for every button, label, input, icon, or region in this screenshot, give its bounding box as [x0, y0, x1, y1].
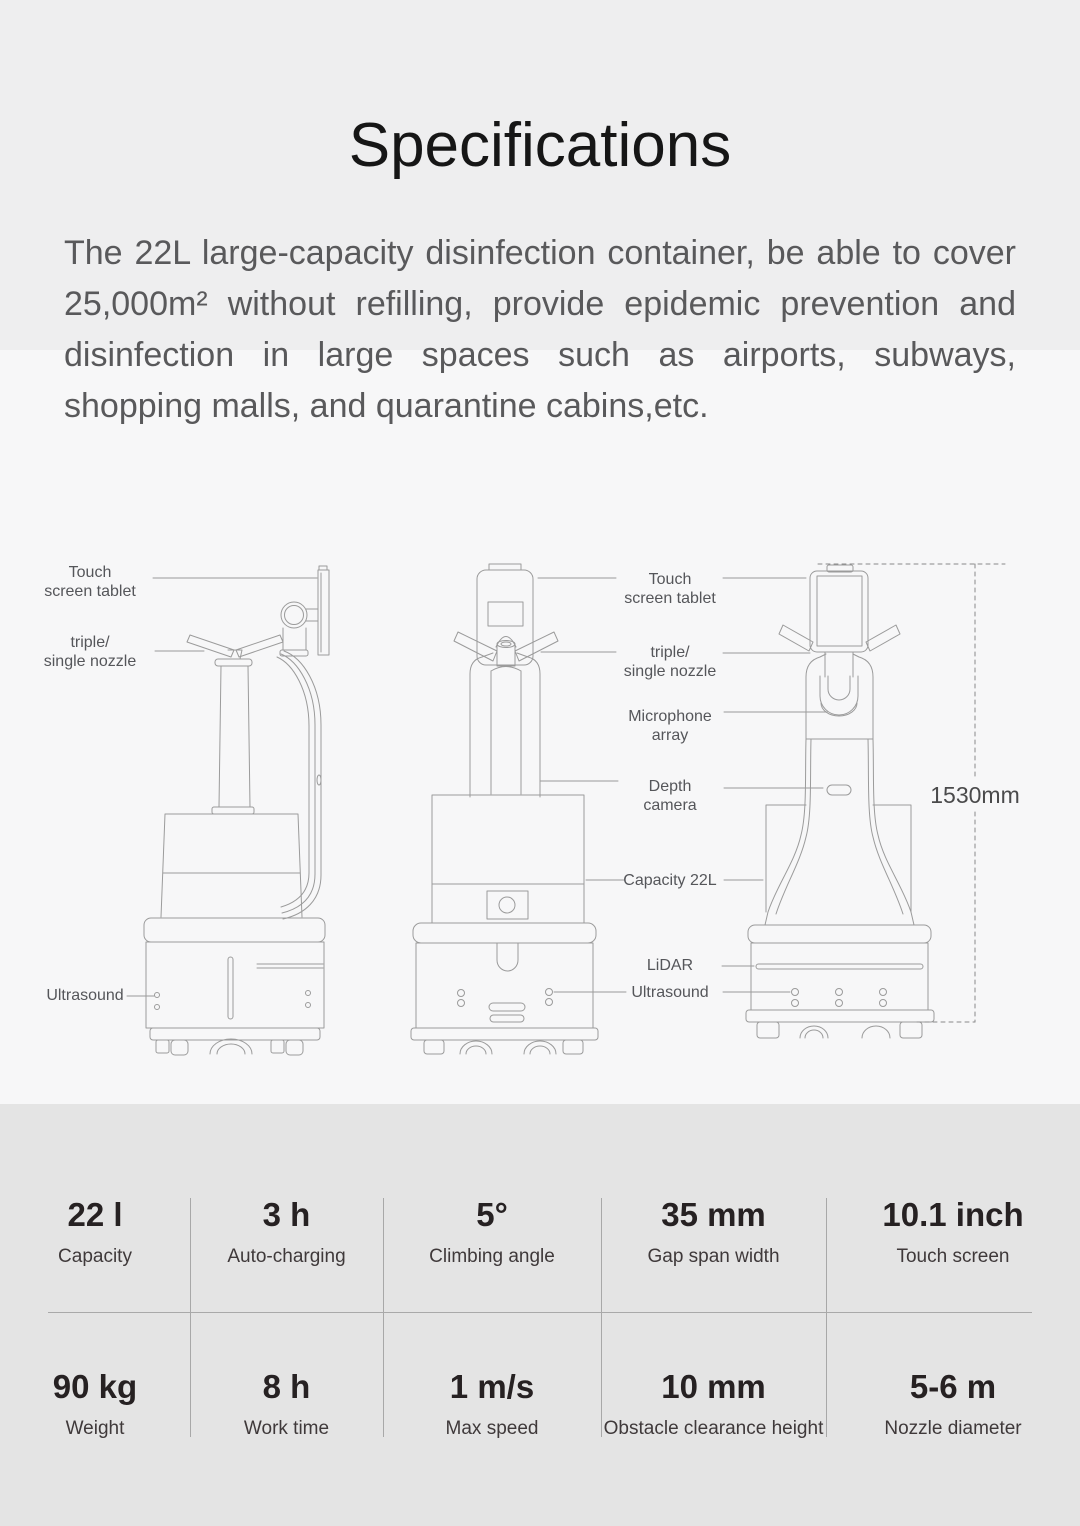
label-microphone-array — [610, 707, 730, 745]
spec-label: Obstacle clearance height — [603, 1418, 824, 1439]
label-touch-screen-tablet-center — [610, 570, 730, 608]
spec-cell-climbing-angle — [383, 1196, 601, 1268]
spec-value: 10 mm — [661, 1368, 766, 1405]
intro-paragraph: The 22L large-capacity disinfection container, be able to cover 25,000m² without refilling, provide epidemic prevention and disinfection in large spaces such as airports, subways, shopping malls, and quarantine cabins,etc. — [64, 234, 1016, 425]
row-divider — [48, 1312, 1032, 1313]
label-ultrasound-center: Ultrasound — [631, 984, 709, 1001]
robot-front-view-drawing — [411, 564, 598, 1054]
spec-cell-work-time — [190, 1368, 383, 1440]
label-nozzle-left — [30, 633, 150, 671]
dimension-height-label: 1530mm — [930, 782, 1020, 808]
robot-side-view-drawing — [144, 566, 329, 1055]
label-line: single nozzle — [43, 653, 137, 670]
spec-cell-capacity — [0, 1196, 190, 1268]
spec-label: Climbing angle — [429, 1246, 555, 1267]
label-line: triple/ — [650, 644, 690, 661]
label-line: Touch — [648, 571, 692, 588]
label-touch-screen-tablet-left — [30, 563, 150, 601]
spec-value: 5° — [476, 1196, 508, 1233]
spec-value: 35 mm — [661, 1196, 766, 1233]
spec-value: 3 h — [262, 1196, 311, 1233]
label-line: Microphone — [628, 708, 712, 725]
robot-diagram — [0, 540, 1080, 1100]
spec-label: Work time — [243, 1418, 330, 1439]
spec-cell-nozzle-diameter — [826, 1368, 1080, 1440]
label-line: array — [651, 727, 689, 744]
spec-value: 10.1 inch — [882, 1196, 1024, 1233]
spec-label: Auto-charging — [227, 1246, 346, 1267]
spec-cell-weight — [0, 1368, 190, 1440]
label-line: triple/ — [70, 634, 110, 651]
spec-label: Capacity — [58, 1246, 132, 1267]
label-capacity-22l: Capacity 22L — [623, 872, 717, 889]
spec-label: Nozzle diameter — [884, 1418, 1022, 1439]
spec-cell-gap-span-width — [601, 1196, 826, 1268]
spec-cell-auto-charging — [190, 1196, 383, 1268]
spec-label: Weight — [65, 1418, 125, 1439]
label-line: camera — [643, 797, 697, 814]
spec-value: 22 l — [67, 1196, 123, 1233]
label-line: screen tablet — [624, 590, 716, 607]
spec-cell-touch-screen — [826, 1196, 1080, 1268]
spec-label: Max speed — [445, 1418, 539, 1439]
spec-value: 5-6 m — [909, 1368, 997, 1405]
robot-back-view-drawing — [746, 565, 934, 1038]
spec-value: 8 h — [262, 1368, 311, 1405]
label-line: Depth — [648, 778, 692, 795]
spec-cell-obstacle-clearance — [601, 1368, 826, 1440]
label-nozzle-center — [610, 643, 730, 681]
spec-cell-max-speed — [383, 1368, 601, 1440]
label-line: screen tablet — [44, 583, 136, 600]
label-line: single nozzle — [623, 663, 717, 680]
label-lidar: LiDAR — [646, 957, 694, 974]
label-line: Touch — [68, 564, 112, 581]
spec-label: Touch screen — [896, 1246, 1010, 1267]
label-ultrasound-left: Ultrasound — [46, 987, 124, 1004]
label-depth-camera — [610, 777, 730, 815]
spec-value: 90 kg — [52, 1368, 138, 1405]
spec-value: 1 m/s — [449, 1368, 535, 1405]
spec-label: Gap span width — [647, 1246, 780, 1267]
page-title: Specifications — [348, 111, 732, 180]
